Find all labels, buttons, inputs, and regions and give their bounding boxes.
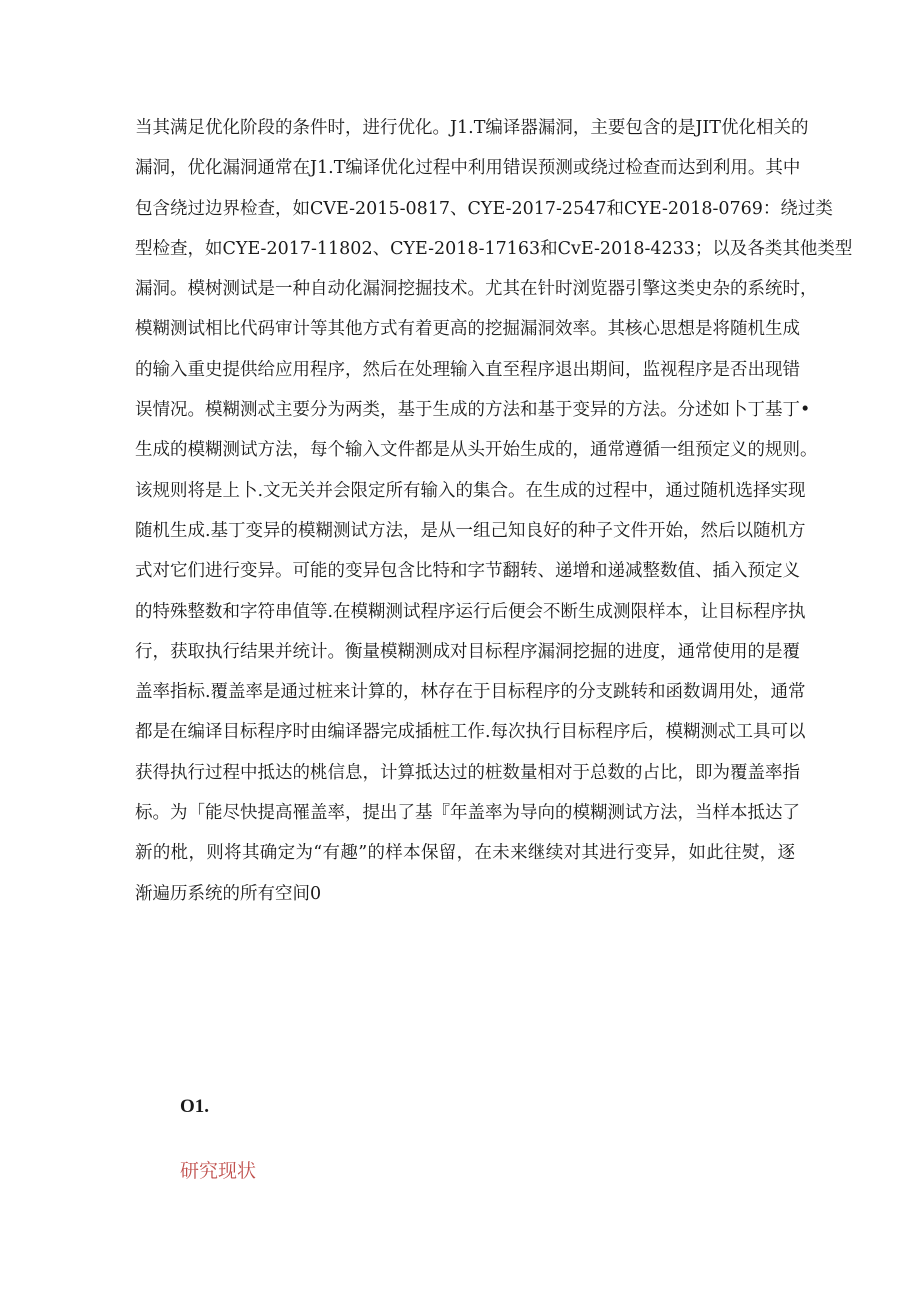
paragraph-line: 包含绕过边界检查，如CVE-2015-0817、CYE-2017-2547和CYE-2018-0769：绕过类 [135,198,833,219]
paragraph-line: 生成的模糊测试方法，每个输入文件都是从头开始生成的，通常遵循一组预定义的规则。 [135,440,818,461]
paragraph-line: 新的枇，则将其确定为“有趣”的样本保留，在未来继续对其进行变异，如此往熨，逐 [135,843,795,864]
section-number: O1. [180,1096,210,1117]
paragraph-line: 盖率指标.覆盖率是通过桩来计算的，林存在于目标程序的分支跳转和函数调用处，通常 [135,682,806,703]
paragraph-line: 获得执行过程中抵达的桃信息，计算抵达过的桩数量相对于总数的占比，即为覆盖率指 [135,762,800,783]
body-paragraph [135,108,853,914]
paragraph-line: 漏洞，优化漏洞通常在J1.T编译优化过程中利用错误预测或绕过检查而达到利用。其中 [135,158,801,179]
paragraph-line: 渐遍历系统的所有空间0 [135,883,322,904]
paragraph-line: 误情况。模糊测忒主要分为两类，基于生成的方法和基于变异的方法。分述如卜丁基丁• [135,400,811,421]
paragraph-line: 式对它们进行变异。可能的变异包含比特和字节翻转、递增和递减整数值、插入预定义 [135,561,800,582]
paragraph-line: 都是在编译目标程序时由编译器完成插桩工作.每次执行目标程序后，模糊测忒工具可以 [135,722,806,743]
paragraph-line: 行，获取执行结果并统计。衡量模糊测成对目标程序漏洞挖掘的进度，通常使用的是覆 [135,641,800,662]
paragraph-line: 标。为「能尽快提高罹盖率，提出了基『年盖率为导向的模糊测试方法，当样本抵达了 [135,803,800,824]
paragraph-line: 漏洞。模树测试是一种自动化漏洞挖掘技术。尤其在针时浏览器引擎这类史杂的系统时， [135,279,818,300]
paragraph-line: 当其满足优化阶段的条件时，进行优化。J1.T编译器漏洞，主要包含的是JIT优化相关的 [135,118,809,138]
paragraph-line: 随机生成.基丁变异的模糊测试方法，是从一组己知良好的种子文件开始，然后以随机方 [135,520,806,541]
paragraph-line: 该规则将是上卜.文无关并会限定所有输入的集合。在生成的过程中，通过随机选择实现 [135,480,806,501]
section-title: 研究现状 [180,1160,257,1182]
paragraph-line: 的特殊整数和字符串值等.在模糊测试程序运行后便会不断生成测限样本，让目标程序执 [135,601,806,622]
paragraph-line: 型检查，如CYE-2017-11802、CYE-2018-17163和CvE-2018-4233；以及各类其他类型 [135,238,853,259]
paragraph-line: 的输入重史提供给应用程序，然后在处理输入直至程序退出期间，监视程序是否出现错 [135,359,800,380]
paragraph-line: 模糊测试相比代码审计等其他方式有着更高的挖掘漏洞效率。其核心思想是将随机生成 [135,319,800,340]
